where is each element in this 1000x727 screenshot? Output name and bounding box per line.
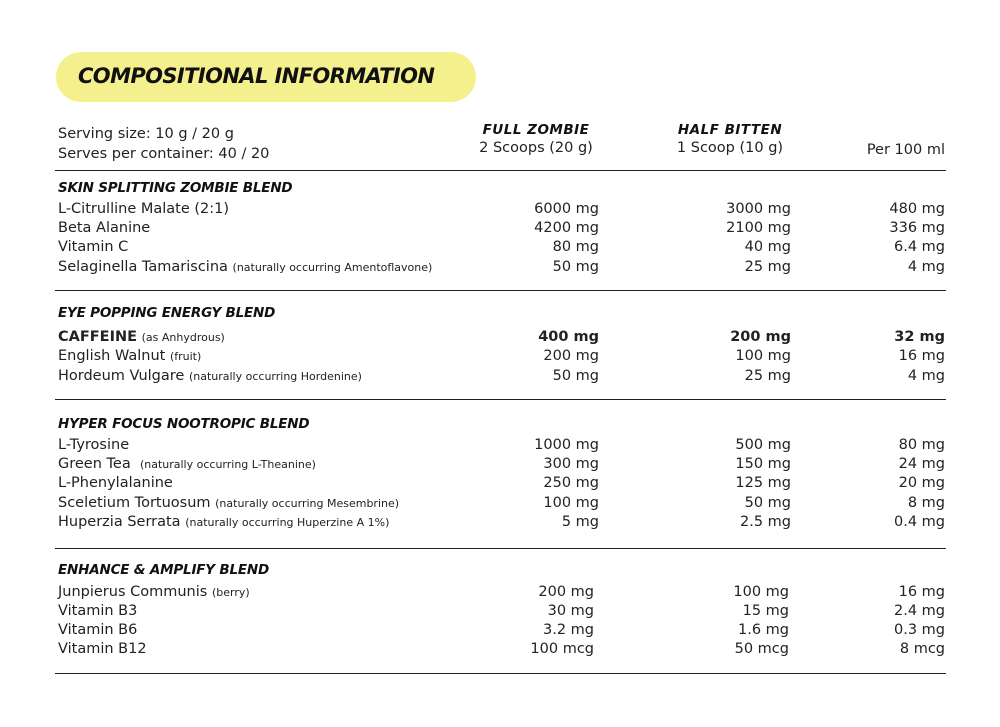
full-zombie-value: 200 mg: [538, 584, 594, 600]
ingredient-name: Huperzia Serrata (naturally occurring Huperzine A 1%): [58, 514, 390, 530]
half-bitten-value: 100 mg: [735, 348, 791, 364]
table-row: [0, 622, 1000, 641]
table-row: [0, 201, 1000, 220]
section-title: ENHANCE & AMPLIFY BLEND: [58, 562, 269, 578]
column-per-100ml: Per 100 ml: [866, 142, 945, 158]
ingredient-note: (naturally occurring Amentoflavone): [232, 261, 433, 274]
per-100ml-value: 6.4 mg: [894, 239, 945, 255]
column-half-bitten: [630, 122, 830, 156]
ingredient-note: (berry): [211, 586, 250, 599]
ingredient-name: Vitamin B6: [58, 622, 138, 638]
full-zombie-value: 250 mg: [543, 475, 599, 491]
full-zombie-value: 80 mg: [552, 239, 599, 255]
table-row: [0, 603, 1000, 622]
full-zombie-value: 50 mg: [552, 368, 599, 384]
half-bitten-value: 125 mg: [735, 475, 791, 491]
half-bitten-value: 500 mg: [735, 437, 791, 453]
table-row: [0, 239, 1000, 258]
per-100ml-value: 4 mg: [907, 368, 945, 384]
per-100ml-value: 336 mg: [889, 220, 945, 236]
full-zombie-value: 4200 mg: [534, 220, 599, 236]
divider: [55, 399, 946, 400]
ingredient-note: (naturally occurring Mesembrine): [215, 497, 400, 510]
full-zombie-dose: 2 Scoops (20 g): [479, 140, 593, 156]
per-100ml-value: 80 mg: [898, 437, 945, 453]
per-100ml-value: 2.4 mg: [894, 603, 945, 619]
half-bitten-dose: 1 Scoop (10 g): [676, 140, 784, 156]
section-title: HYPER FOCUS NOOTROPIC BLEND: [58, 416, 310, 432]
full-zombie-value: 200 mg: [543, 348, 599, 364]
full-zombie-value: 3.2 mg: [543, 622, 594, 638]
table-row: [0, 220, 1000, 239]
half-bitten-value: 50 mcg: [734, 641, 789, 657]
full-zombie-value: 100 mg: [543, 495, 599, 511]
full-zombie-value: 1000 mg: [534, 437, 599, 453]
half-bitten-value: 50 mg: [744, 495, 791, 511]
half-bitten-value: 25 mg: [744, 259, 791, 275]
per-100ml-value: 16 mg: [898, 584, 945, 600]
page-title: COMPOSITIONAL INFORMATION: [78, 64, 435, 88]
serves-per-container: Serves per container: 40 / 20: [58, 146, 270, 162]
per-100ml-value: 480 mg: [889, 201, 945, 217]
per-100ml-value: 4 mg: [907, 259, 945, 275]
full-zombie-value: 6000 mg: [534, 201, 599, 217]
ingredient-name: Selaginella Tamariscina (naturally occurring Amentoflavone): [58, 259, 433, 275]
ingredient-name: Green Tea (naturally occurring L-Theanine): [58, 456, 316, 472]
full-zombie-value: 300 mg: [543, 456, 599, 472]
full-zombie-value: 100 mcg: [530, 641, 594, 657]
ingredient-name: L-Phenylalanine: [58, 475, 173, 491]
table-row: [0, 259, 1000, 278]
table-row: [0, 456, 1000, 475]
full-zombie-value: 50 mg: [552, 259, 599, 275]
full-zombie-value: 5 mg: [561, 514, 599, 530]
section-title: EYE POPPING ENERGY BLEND: [58, 305, 276, 321]
full-zombie-value: 30 mg: [547, 603, 594, 619]
table-row: [0, 495, 1000, 514]
per-100ml-value: 0.4 mg: [894, 514, 945, 530]
divider: [55, 290, 946, 291]
ingredient-name: Hordeum Vulgare (naturally occurring Hordenine): [58, 368, 362, 384]
divider: [55, 548, 946, 549]
full-zombie-value: 400 mg: [538, 329, 599, 345]
half-bitten-value: 15 mg: [742, 603, 789, 619]
ingredient-name: Vitamin B3: [58, 603, 138, 619]
section-title: SKIN SPLITTING ZOMBIE BLEND: [58, 180, 293, 196]
per-100ml-value: 8 mcg: [899, 641, 945, 657]
half-bitten-label: HALF BITTEN: [677, 122, 783, 138]
half-bitten-value: 2.5 mg: [740, 514, 791, 530]
divider: [55, 673, 946, 674]
half-bitten-value: 25 mg: [744, 368, 791, 384]
per-100ml-value: 8 mg: [907, 495, 945, 511]
table-row: [0, 641, 1000, 660]
serving-size: Serving size: 10 g / 20 g: [58, 126, 234, 142]
per-100ml-value: 16 mg: [898, 348, 945, 364]
table-row: [0, 348, 1000, 367]
ingredient-note: (as Anhydrous): [141, 331, 225, 344]
ingredient-name: Junpierus Communis (berry): [58, 584, 250, 600]
half-bitten-value: 40 mg: [744, 239, 791, 255]
table-row: [0, 329, 1000, 348]
half-bitten-value: 3000 mg: [726, 201, 791, 217]
ingredient-name: Beta Alanine: [58, 220, 151, 236]
table-row: [0, 437, 1000, 456]
half-bitten-value: 100 mg: [733, 584, 789, 600]
ingredient-note: (naturally occurring L-Theanine): [139, 458, 316, 471]
per-100ml-value: 20 mg: [898, 475, 945, 491]
ingredient-name: Vitamin C: [58, 239, 129, 255]
half-bitten-value: 2100 mg: [726, 220, 791, 236]
ingredient-note: (fruit): [169, 350, 202, 363]
ingredient-note: (naturally occurring Hordenine): [188, 370, 362, 383]
per-100ml-value: 24 mg: [898, 456, 945, 472]
ingredient-name: English Walnut (fruit): [58, 348, 202, 364]
full-zombie-label: FULL ZOMBIE: [482, 122, 590, 138]
ingredient-name: Vitamin B12: [58, 641, 147, 657]
ingredient-note: (naturally occurring Huperzine A 1%): [185, 516, 390, 529]
ingredient-name: CAFFEINE (as Anhydrous): [58, 329, 225, 345]
column-full-zombie: [436, 122, 636, 156]
table-row: [0, 584, 1000, 603]
per-100ml-value: 0.3 mg: [894, 622, 945, 638]
table-row: [0, 514, 1000, 533]
table-row: [0, 368, 1000, 387]
half-bitten-value: 1.6 mg: [738, 622, 789, 638]
per-100ml-value: 32 mg: [894, 329, 945, 345]
half-bitten-value: 200 mg: [730, 329, 791, 345]
ingredient-name: L-Tyrosine: [58, 437, 130, 453]
serving-info: [58, 124, 269, 164]
ingredient-name: L-Citrulline Malate (2:1): [58, 201, 230, 217]
title-pill: [56, 52, 476, 102]
divider: [55, 170, 946, 171]
half-bitten-value: 150 mg: [735, 456, 791, 472]
table-row: [0, 475, 1000, 494]
ingredient-name: Sceletium Tortuosum (naturally occurring Mesembrine): [58, 495, 400, 511]
